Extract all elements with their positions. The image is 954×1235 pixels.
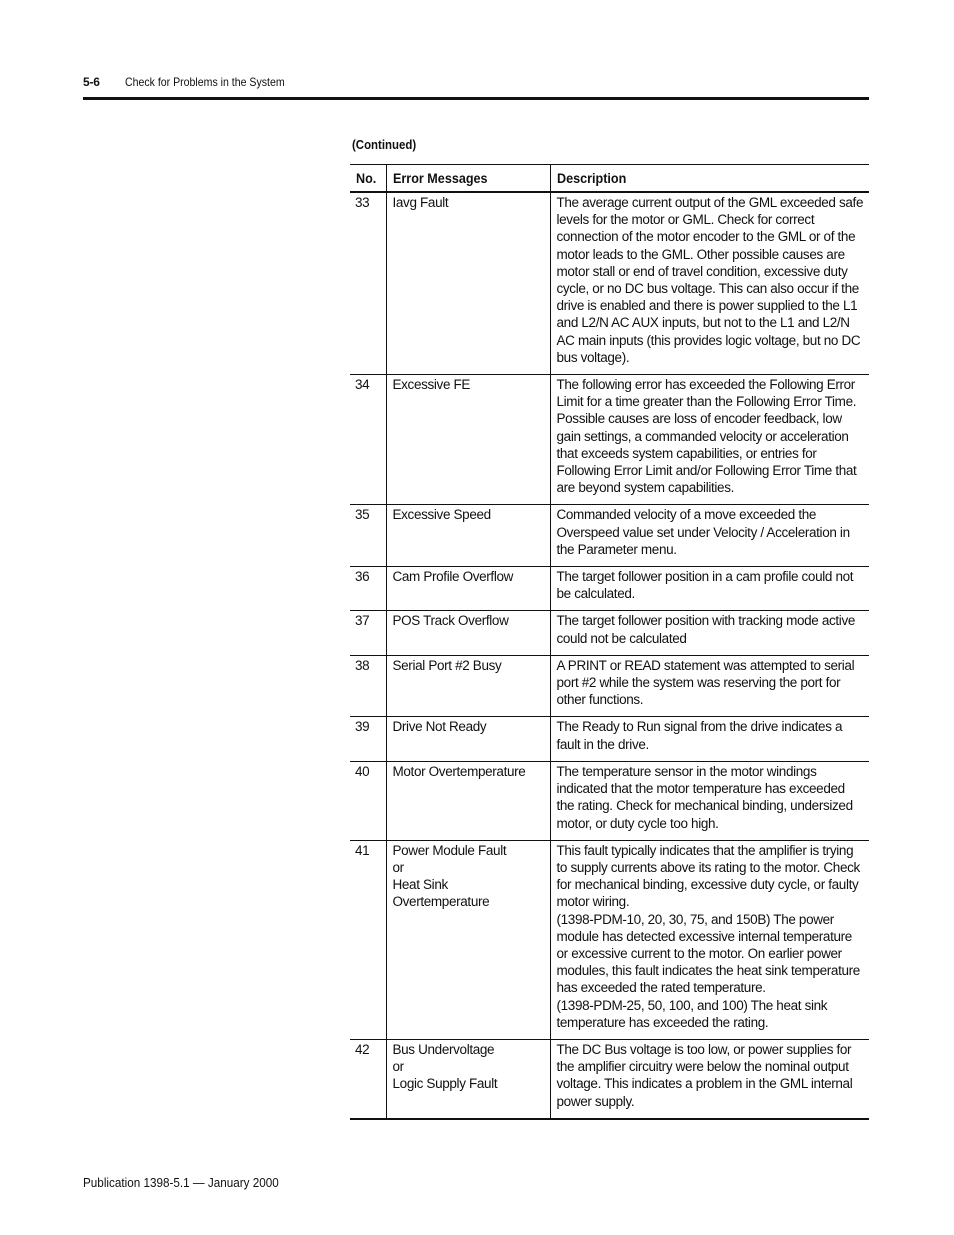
error-message bbox=[386, 717, 550, 761]
error-description-line: The Ready to Run signal from the drive indicates a bbox=[556, 719, 843, 735]
error-description-line: motor wiring. bbox=[556, 894, 630, 910]
table-body bbox=[350, 192, 869, 1119]
error-number: 33 bbox=[350, 192, 386, 375]
error-message-line: Excessive Speed bbox=[392, 507, 491, 523]
error-message bbox=[386, 655, 550, 717]
error-message-line: Iavg Fault bbox=[392, 195, 449, 210]
error-description bbox=[550, 655, 869, 717]
page-number: 5-6 bbox=[83, 75, 100, 89]
table-header-row bbox=[350, 165, 869, 193]
error-description-line: (1398-PDM-25, 50, 100, and 100) The heat sink bbox=[556, 997, 828, 1013]
table-row bbox=[350, 192, 869, 375]
error-description-line: the Parameter menu. bbox=[556, 541, 677, 557]
error-number: 35 bbox=[350, 505, 386, 567]
error-description-line: The temperature sensor in the motor windings bbox=[556, 763, 817, 779]
error-description-line: Overspeed value set under Velocity / Acceleration in bbox=[556, 524, 850, 540]
header-rule bbox=[83, 97, 869, 100]
error-message bbox=[386, 192, 550, 375]
error-number: 38 bbox=[350, 655, 386, 717]
error-message-line: Cam Profile Overflow bbox=[392, 569, 514, 585]
error-description-line: indicated that the motor temperature has exceeded bbox=[556, 781, 845, 797]
error-description-line: temperature has exceeded the rating. bbox=[556, 1014, 769, 1030]
error-description-line: drive is enabled and there is power supplied to the L1 bbox=[556, 298, 858, 314]
error-message bbox=[386, 611, 550, 655]
error-description-line: cycle, or no DC bus voltage. This can also occur if the bbox=[556, 281, 859, 297]
error-description-line: The following error has exceeded the Following Error bbox=[556, 377, 855, 393]
error-description-line: voltage. This indicates a problem in the GML internal bbox=[556, 1076, 853, 1092]
error-description-line: that exceeds system capabilities, or entries for bbox=[556, 445, 817, 461]
error-description-line: other functions. bbox=[556, 692, 644, 708]
column-header-no: No. bbox=[350, 165, 386, 193]
error-message bbox=[386, 1039, 550, 1118]
error-description bbox=[550, 567, 869, 611]
publication-footer: Publication 1398-5.1 — January 2000 bbox=[83, 1175, 279, 1190]
error-description-line: Possible causes are loss of encoder feedback, low bbox=[556, 411, 842, 427]
error-message bbox=[386, 840, 550, 1039]
table-row bbox=[350, 375, 869, 505]
error-description-line: connection of the motor encoder to the GML or of the bbox=[556, 229, 856, 245]
error-description bbox=[550, 192, 869, 375]
error-message-line: Serial Port #2 Busy bbox=[392, 657, 502, 673]
error-message bbox=[386, 505, 550, 567]
error-description-line: (1398-PDM-10, 20, 30, 75, and 150B) The power bbox=[556, 911, 834, 927]
error-description-line: Limit for a time greater than the Following Error Time. bbox=[556, 394, 857, 410]
error-message-line: Overtemperature bbox=[392, 894, 490, 910]
error-message-line: Drive Not Ready bbox=[392, 719, 487, 735]
error-message-line: Heat Sink bbox=[392, 877, 448, 893]
error-description-line: or excessive current to the motor. On earlier power bbox=[556, 945, 842, 961]
error-description-line: Following Error Limit and/or Following Error Time that bbox=[556, 463, 857, 479]
error-message-line: Logic Supply Fault bbox=[392, 1076, 498, 1092]
error-description-line: be calculated. bbox=[556, 586, 635, 602]
column-header-error-messages: Error Messages bbox=[386, 165, 550, 193]
error-description-line: The average current output of the GML exceeded safe bbox=[556, 195, 864, 210]
error-description-line: port #2 while the system was reserving the port for bbox=[556, 675, 841, 691]
error-messages-table bbox=[350, 164, 869, 1120]
error-number: 36 bbox=[350, 567, 386, 611]
table-row bbox=[350, 611, 869, 655]
error-description-line: A PRINT or READ statement was attempted to serial bbox=[556, 657, 855, 673]
table-row bbox=[350, 761, 869, 840]
error-message-line: Excessive FE bbox=[392, 377, 471, 393]
table-row bbox=[350, 717, 869, 761]
error-description-line: The target follower position with tracking mode active bbox=[556, 613, 856, 629]
error-description-line: motor leads to the GML. Other possible causes are bbox=[556, 246, 845, 262]
error-description-line: the amplifier circuitry were below the nominal output bbox=[556, 1059, 849, 1075]
error-number: 34 bbox=[350, 375, 386, 505]
error-description bbox=[550, 761, 869, 840]
table-row bbox=[350, 840, 869, 1039]
error-number: 42 bbox=[350, 1039, 386, 1118]
error-description-line: to supply currents above its rating to the motor. Check bbox=[556, 859, 860, 875]
table-row bbox=[350, 567, 869, 611]
error-description-line: the rating. Check for mechanical binding, undersized bbox=[556, 798, 853, 814]
error-description-line: could not be calculated bbox=[556, 630, 687, 646]
error-description-line: The DC Bus voltage is too low, or power supplies for bbox=[556, 1041, 852, 1057]
error-description-line: are beyond system capabilities. bbox=[556, 480, 734, 496]
error-description-line: This fault typically indicates that the amplifier is trying bbox=[556, 842, 854, 858]
error-description-line: fault in the drive. bbox=[556, 736, 649, 752]
error-description bbox=[550, 840, 869, 1039]
error-number: 41 bbox=[350, 840, 386, 1039]
error-description-line: AC main inputs (this provides logic voltage, but no DC bbox=[556, 332, 861, 348]
table-row bbox=[350, 505, 869, 567]
error-message-line: Power Module Fault bbox=[392, 842, 507, 858]
error-description-line: has exceeded the rated temperature. bbox=[556, 980, 766, 996]
error-message-line: or bbox=[392, 1059, 404, 1075]
error-description bbox=[550, 505, 869, 567]
error-number: 40 bbox=[350, 761, 386, 840]
error-number: 39 bbox=[350, 717, 386, 761]
continued-label: (Continued) bbox=[352, 137, 417, 152]
error-message-line: POS Track Overflow bbox=[392, 613, 509, 629]
error-description bbox=[550, 1039, 869, 1118]
error-message bbox=[386, 567, 550, 611]
table-row bbox=[350, 1039, 869, 1118]
error-description-line: motor, or duty cycle too high. bbox=[556, 815, 719, 831]
error-description-line: gain settings, a commanded velocity or acceleration bbox=[556, 428, 849, 444]
error-description bbox=[550, 375, 869, 505]
error-description bbox=[550, 717, 869, 761]
error-number: 37 bbox=[350, 611, 386, 655]
error-message-line: Bus Undervoltage bbox=[392, 1041, 495, 1057]
error-description-line: module has detected excessive internal temperature bbox=[556, 928, 852, 944]
error-description-line: power supply. bbox=[556, 1093, 635, 1109]
error-description-line: and L2/N AC AUX inputs, but not to the L1 and L2/N bbox=[556, 315, 850, 331]
error-message bbox=[386, 375, 550, 505]
section-title: Check for Problems in the System bbox=[125, 75, 285, 89]
error-description-line: levels for the motor or GML. Check for correct bbox=[556, 212, 815, 228]
column-header-description: Description bbox=[550, 165, 869, 193]
error-description bbox=[550, 611, 869, 655]
error-message-line: Motor Overtemperature bbox=[392, 763, 526, 779]
error-description-line: The target follower position in a cam profile could not bbox=[556, 569, 854, 585]
error-message bbox=[386, 761, 550, 840]
error-description-line: modules, this fault indicates the heat sink temperature bbox=[556, 963, 860, 979]
error-description-line: bus voltage). bbox=[556, 349, 630, 365]
table-row bbox=[350, 655, 869, 717]
error-description-line: for mechanical binding, excessive duty cycle, or faulty bbox=[556, 877, 859, 893]
page-header bbox=[83, 74, 869, 98]
error-description-line: motor stall or end of travel condition, excessive duty bbox=[556, 263, 848, 279]
error-message-line: or bbox=[392, 859, 404, 875]
error-description-line: Commanded velocity of a move exceeded the bbox=[556, 507, 817, 523]
